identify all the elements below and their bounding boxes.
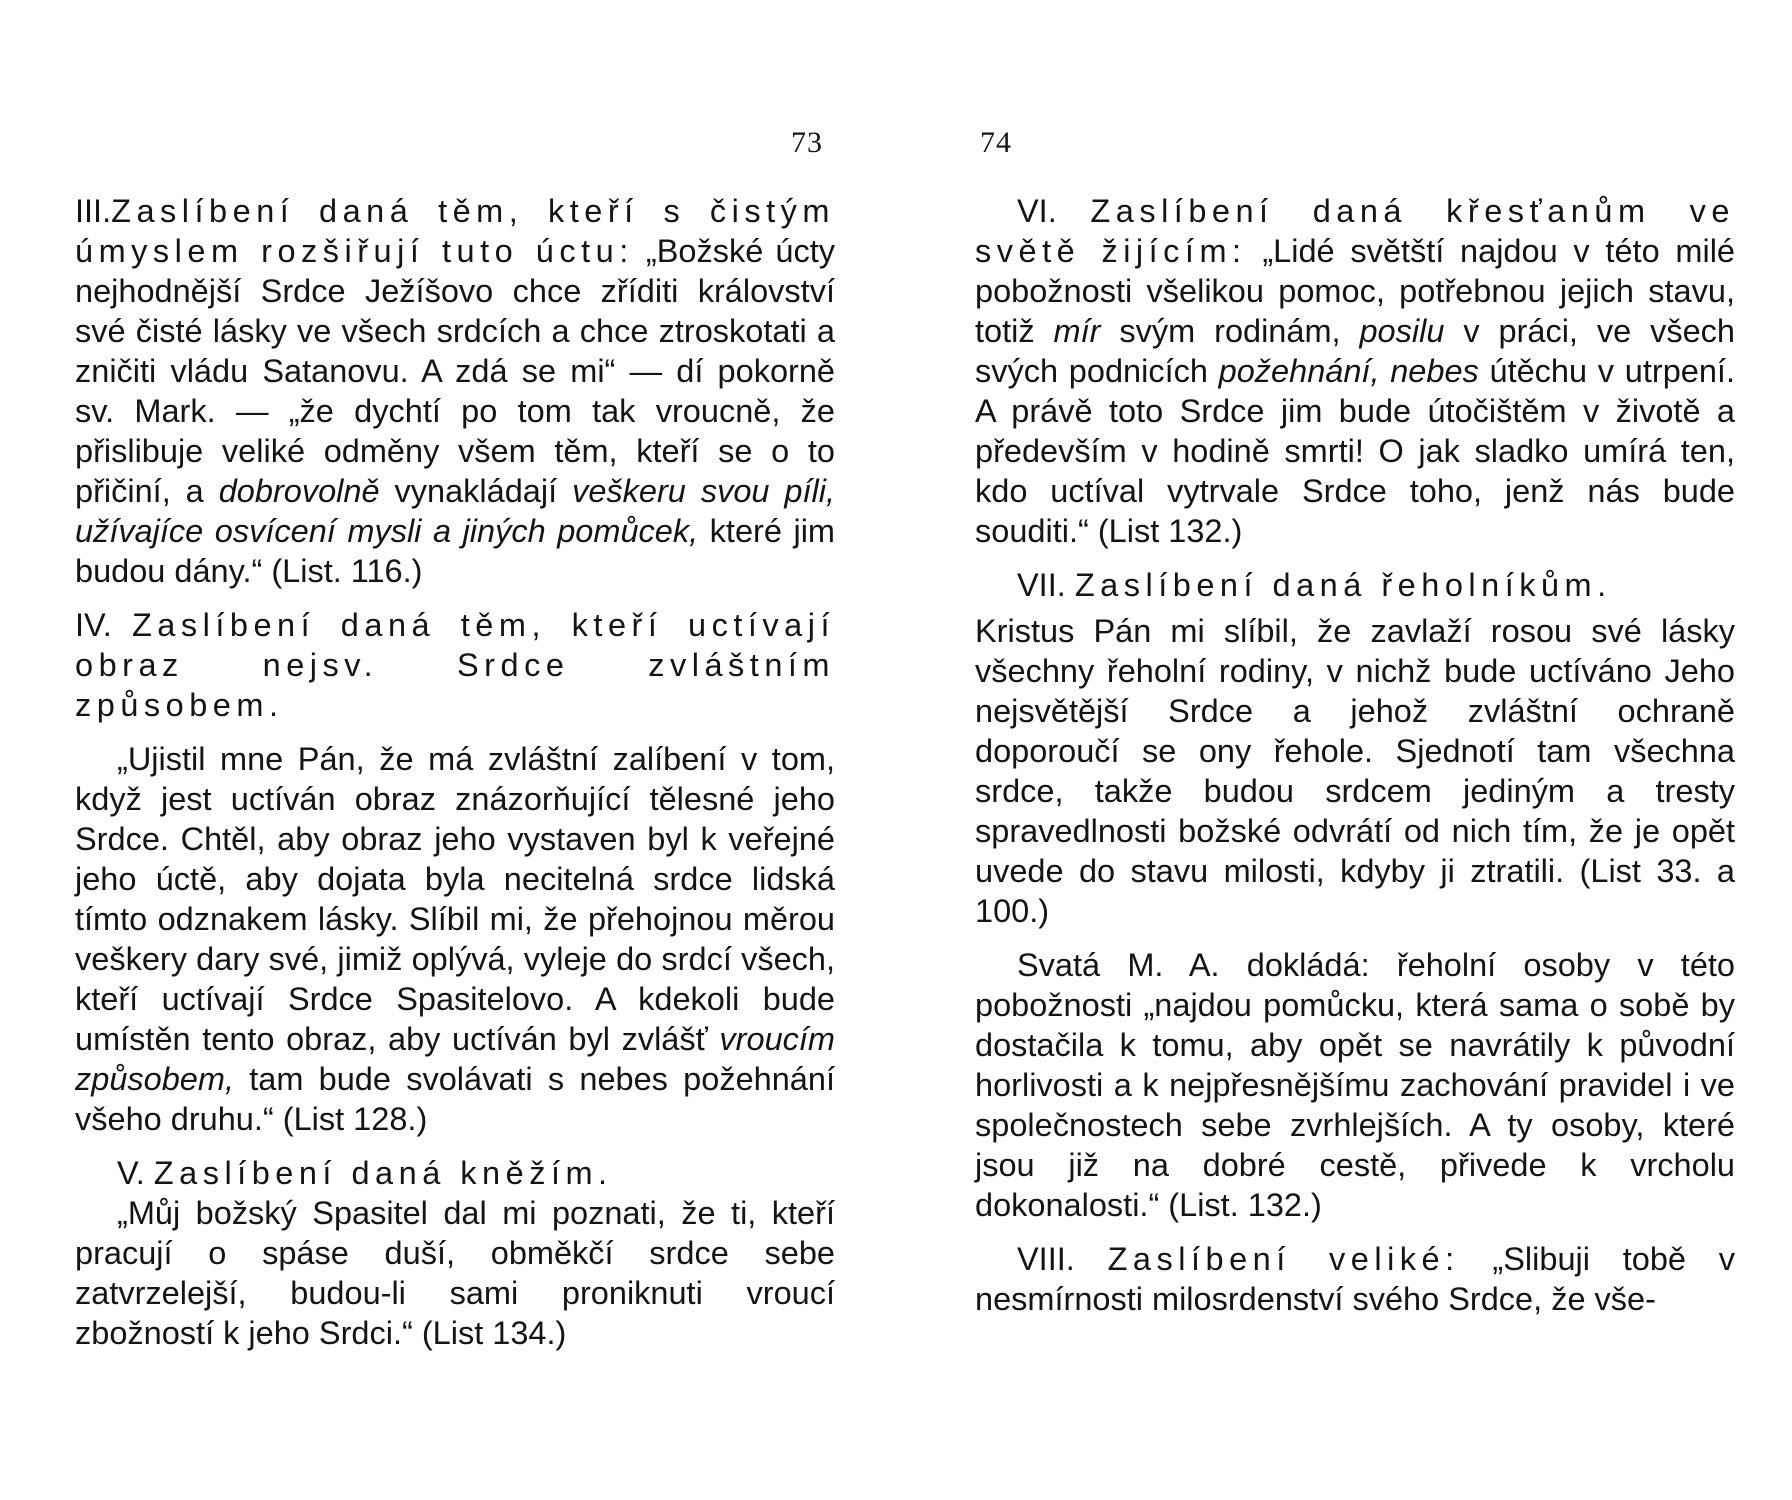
section-number: IV.	[75, 607, 112, 643]
italic-text: mír	[1053, 313, 1101, 349]
italic-text: veškeru svou píli, užívajíce osvícení mysli a jiných pomůcek,	[75, 473, 835, 549]
section-number: III.	[75, 193, 112, 229]
left-page	[75, 0, 835, 1500]
section-number: VIII.	[1017, 1241, 1075, 1277]
section-heading: Zaslíbení daná řeholníkům.	[1074, 567, 1612, 603]
body-text: útěchu v utrpení. A právě toto Srdce jim bude útočištěm v životě a především v hodině smrti! O jak sladko umírá ten, kdo uctíval vytrvale Srdce toho, jenž nás bude souditi.“ (List 132.)	[975, 353, 1735, 549]
page-number: 73	[791, 126, 823, 159]
section-number: VI.	[1017, 193, 1057, 229]
section-iv-body	[75, 739, 835, 1139]
italic-text: posilu	[1359, 313, 1445, 349]
section-vii-body	[975, 611, 1735, 931]
italic-text: dobrovolně	[218, 473, 380, 509]
section-vii-body-2	[975, 945, 1735, 1225]
section-heading: Zaslíbení daná křesťanům ve světě žijícím:	[975, 193, 1735, 269]
body-text: „Ujistil mne Pán, že má zvláštní zalíbení v tom, když jest uctíván obraz znázorňující tělesné jeho Srdce. Chtěl, aby obraz jeho vystaven byl k veřejné jeho úctě, aby dojata byla necitelná srdce lidská tímto odznakem lásky. Slíbil mi, že přehojnou měrou veškery dary své, jimiž oplývá, vyleje do srdcí všech, kteří uctívají Srdce Spasitelovo. A kdekoli bude umístěn tento obraz, aby uctíván byl zvlášť	[75, 741, 835, 1057]
italic-text: požehnání, nebes	[1218, 353, 1479, 389]
section-number: VII.	[1017, 567, 1066, 603]
body-text: které jim budou dány.“ (List. 116.)	[75, 513, 835, 589]
body-text: „Lidé světští najdou v této milé pobožnosti všelikou pomoc, potřebnou jejich stavu, totiž	[975, 233, 1735, 349]
section-number: V.	[117, 1155, 145, 1191]
section-iv-heading	[75, 605, 835, 725]
section-heading: Zaslíbení veliké:	[1107, 1241, 1460, 1277]
body-text: „Božské úcty nejhodnější Srdce Ježíšovo chce zříditi království své čisté lásky ve všech srdcích a chce ztroskotati a zničiti vládu Satanovu. A zdá se mi“ — dí pokorně sv. Mark. — „že dychtí po tom tak vroucně, že přislibuje veliké odměny všem těm, kteří se o to přičiní, a	[75, 233, 835, 509]
body-text: „Můj božský Spasitel dal mi poznati, že ti, kteří pracují o spáse duší, obměkčí srdce sebe zatvrzelejší, budou-li sami proniknuti vroucí zbožností k jeho Srdci.“ (List 134.)	[75, 1195, 835, 1351]
section-v-body	[75, 1193, 835, 1353]
page-number: 74	[980, 126, 1012, 159]
page-text	[975, 191, 1735, 1333]
body-text: v práci, ve všech svých podnicích	[975, 313, 1736, 389]
section-heading: Zaslíbení daná těm, kteří s čistým úmyslem rozšiřují tuto úctu:	[75, 193, 835, 269]
body-text: Svatá M. A. dokládá: řeholní osoby v této pobožnosti „najdou pomůcku, která sama o sobě by dostačila k tomu, aby opět se navrátily k původní horlivosti a k nejpřesnějšímu zachování pravidel i ve společnostech sebe zvrhlejších. A ty osoby, které jsou již na dobré cestě, přivede k vrcholu dokonalosti.“ (List. 132.)	[975, 947, 1735, 1223]
section-v-heading	[75, 1153, 835, 1193]
section-iii	[75, 191, 835, 591]
section-vi	[975, 191, 1735, 551]
section-vii-heading	[975, 565, 1735, 605]
body-text: svým rodinám,	[1100, 313, 1360, 349]
body-text: vynakládají	[379, 473, 573, 509]
section-viii	[975, 1239, 1735, 1319]
body-text: „Slibuji tobě v nesmírnosti milosrdenství svého Srdce, že vše-	[975, 1241, 1736, 1317]
italic-text: vroucím způsobem,	[75, 1021, 835, 1097]
section-heading: Zaslíbení daná kněžím.	[153, 1155, 613, 1191]
right-page	[975, 0, 1735, 1500]
body-text: tam bude svolávati s nebes požehnání všeho druhu.“ (List 128.)	[75, 1061, 835, 1137]
section-heading: Zaslíbení daná těm, kteří uctívají obraz nejsv. Srdce zvláštním způsobem.	[75, 607, 836, 723]
page-text	[75, 191, 835, 1367]
body-text: Kristus Pán mi slíbil, že zavlaží rosou své lásky všechny řeholní rodiny, v nichž bude uctíváno Jeho nejsvětější Srdce a jehož zvláštní ochraně doporoučí se ony řehole. Sjednotí tam všechna srdce, takže budou srdcem jediným a tresty spravedlnosti božské odvrátí od nich tím, že je opět uvede do stavu milosti, kdyby ji ztratili. (List 33. a 100.)	[975, 613, 1735, 929]
